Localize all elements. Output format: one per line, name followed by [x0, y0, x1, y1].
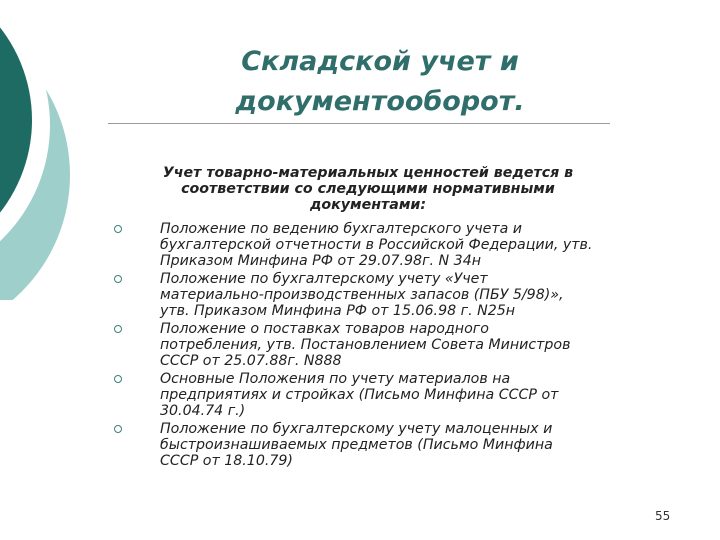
list-item-line: Основные Положения по учету материалов на	[160, 371, 511, 387]
list-item-line: предприятиях и стройках (Письмо Минфина СССР от	[160, 387, 559, 403]
hollow-circle-bullet-icon	[114, 275, 122, 283]
list-item	[112, 221, 632, 269]
title-line-1: Складской учет и	[241, 46, 519, 77]
list-item-line: Положение по бухгалтерскому учету малоценных и	[160, 421, 553, 437]
hollow-circle-bullet-icon	[114, 375, 122, 383]
list-item-line: потребления, утв. Постановлением Совета Министров	[160, 337, 571, 353]
list-item-line: СССР от 18.10.79)	[160, 453, 293, 469]
intro-line-2: соответствии со следующими нормативными	[181, 181, 555, 197]
list-item-line: СССР от 25.07.88г. N888	[160, 353, 342, 369]
intro-text	[128, 165, 608, 213]
list-item-line: бухгалтерской отчетности в Российской Федерации, утв.	[160, 237, 593, 253]
title-line-2: документооборот.	[235, 86, 525, 117]
hollow-circle-bullet-icon	[114, 325, 122, 333]
list-item-line: 30.04.74 г.)	[160, 403, 246, 419]
list-item	[112, 321, 632, 369]
list-item	[112, 271, 632, 319]
list-item-line: Положение по бухгалтерскому учету «Учет	[160, 271, 488, 287]
title-divider	[108, 123, 610, 124]
list-item-line: утв. Приказом Минфина РФ от 15.06.98 г. N25н	[160, 303, 516, 319]
intro-line-1: Учет товарно-материальных ценностей ведется в	[162, 165, 574, 181]
regulatory-documents-list	[112, 221, 632, 471]
list-item-line: Приказом Минфина РФ от 29.07.98г. N 34н	[160, 253, 481, 269]
decorative-circles	[0, 0, 120, 300]
list-item-line: Положение по ведению бухгалтерского учета и	[160, 221, 523, 237]
page-number: 55	[655, 509, 671, 523]
intro-line-3: документами:	[309, 197, 427, 213]
list-item	[112, 371, 632, 419]
hollow-circle-bullet-icon	[114, 225, 122, 233]
slide-title	[200, 42, 560, 122]
hollow-circle-bullet-icon	[114, 425, 122, 433]
list-item-line: материально-производственных запасов (ПБУ 5/98)»,	[160, 287, 564, 303]
list-item	[112, 421, 632, 469]
list-item-line: Положение о поставках товаров народного	[160, 321, 489, 337]
list-item-line: быстроизнашиваемых предметов (Письмо Минфина	[160, 437, 553, 453]
